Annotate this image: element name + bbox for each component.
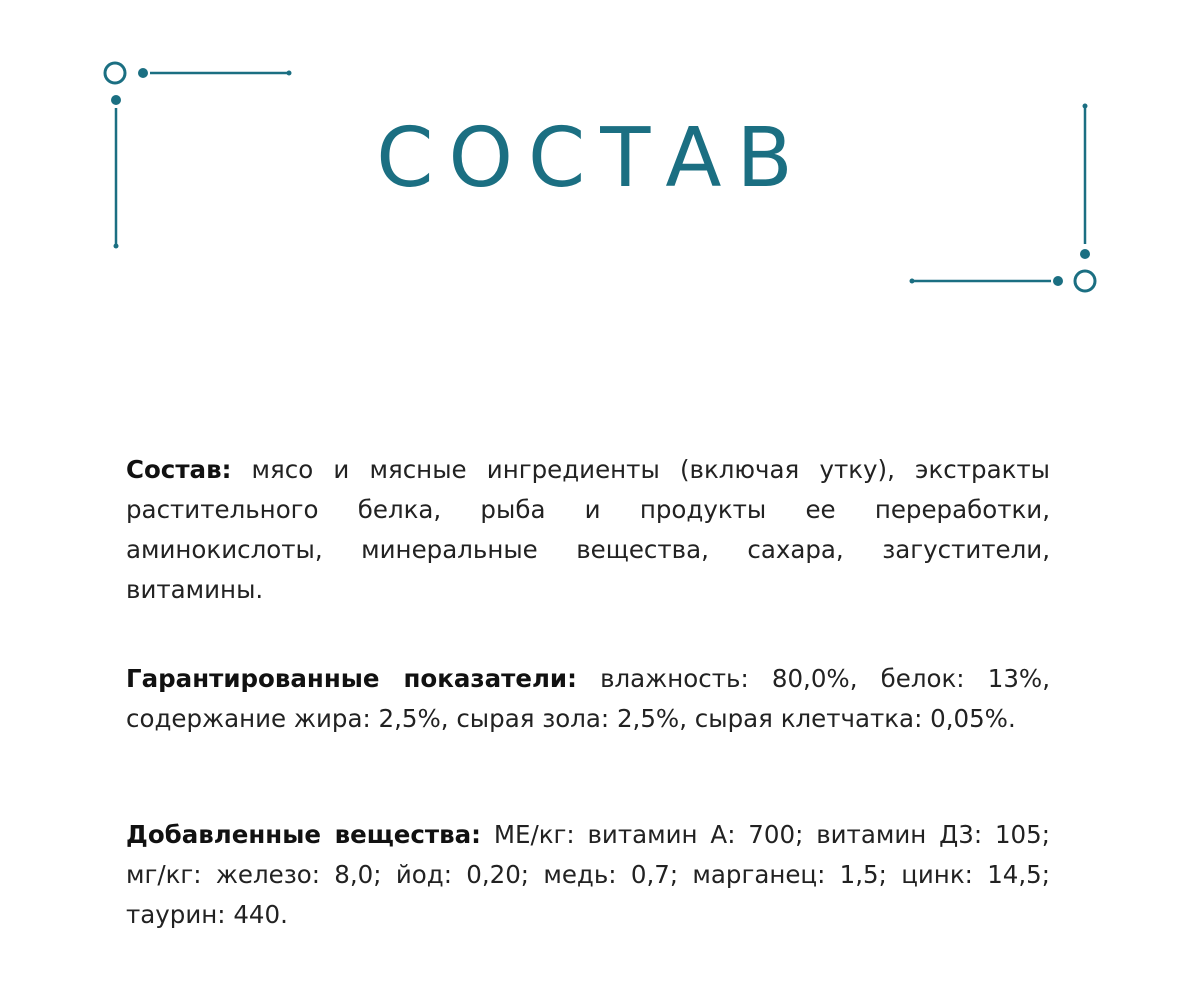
composition-label: Состав: xyxy=(126,455,232,484)
composition-paragraph xyxy=(126,450,1050,610)
additives-paragraph xyxy=(126,815,1050,935)
additives-label: Добавленные вещества: xyxy=(126,820,481,849)
guaranteed-analysis-text: влажность: 80,0%, белок: 13%, содержание жира: 2,5%, сырая зола: 2,5%, сырая клетчатка: 0,05%. xyxy=(126,664,1050,733)
page-title: СОСТАВ xyxy=(376,111,808,206)
additives-text: МЕ/кг: витамин А: 700; витамин Д3: 105; мг/кг: железо: 8,0; йод: 0,20; медь: 0,7; марганец: 1,5; цинк: 14,5; таурин: 440. xyxy=(126,820,1050,929)
guaranteed-analysis-label: Гарантированные показатели: xyxy=(126,664,577,693)
composition-text: мясо и мясные ингредиенты (включая утку), экстракты растительного белка, рыба и продукты ее переработки, аминокислоты, минеральные вещества, сахара, загустители, витамины. xyxy=(126,455,1050,604)
guaranteed-analysis-paragraph xyxy=(126,659,1050,739)
